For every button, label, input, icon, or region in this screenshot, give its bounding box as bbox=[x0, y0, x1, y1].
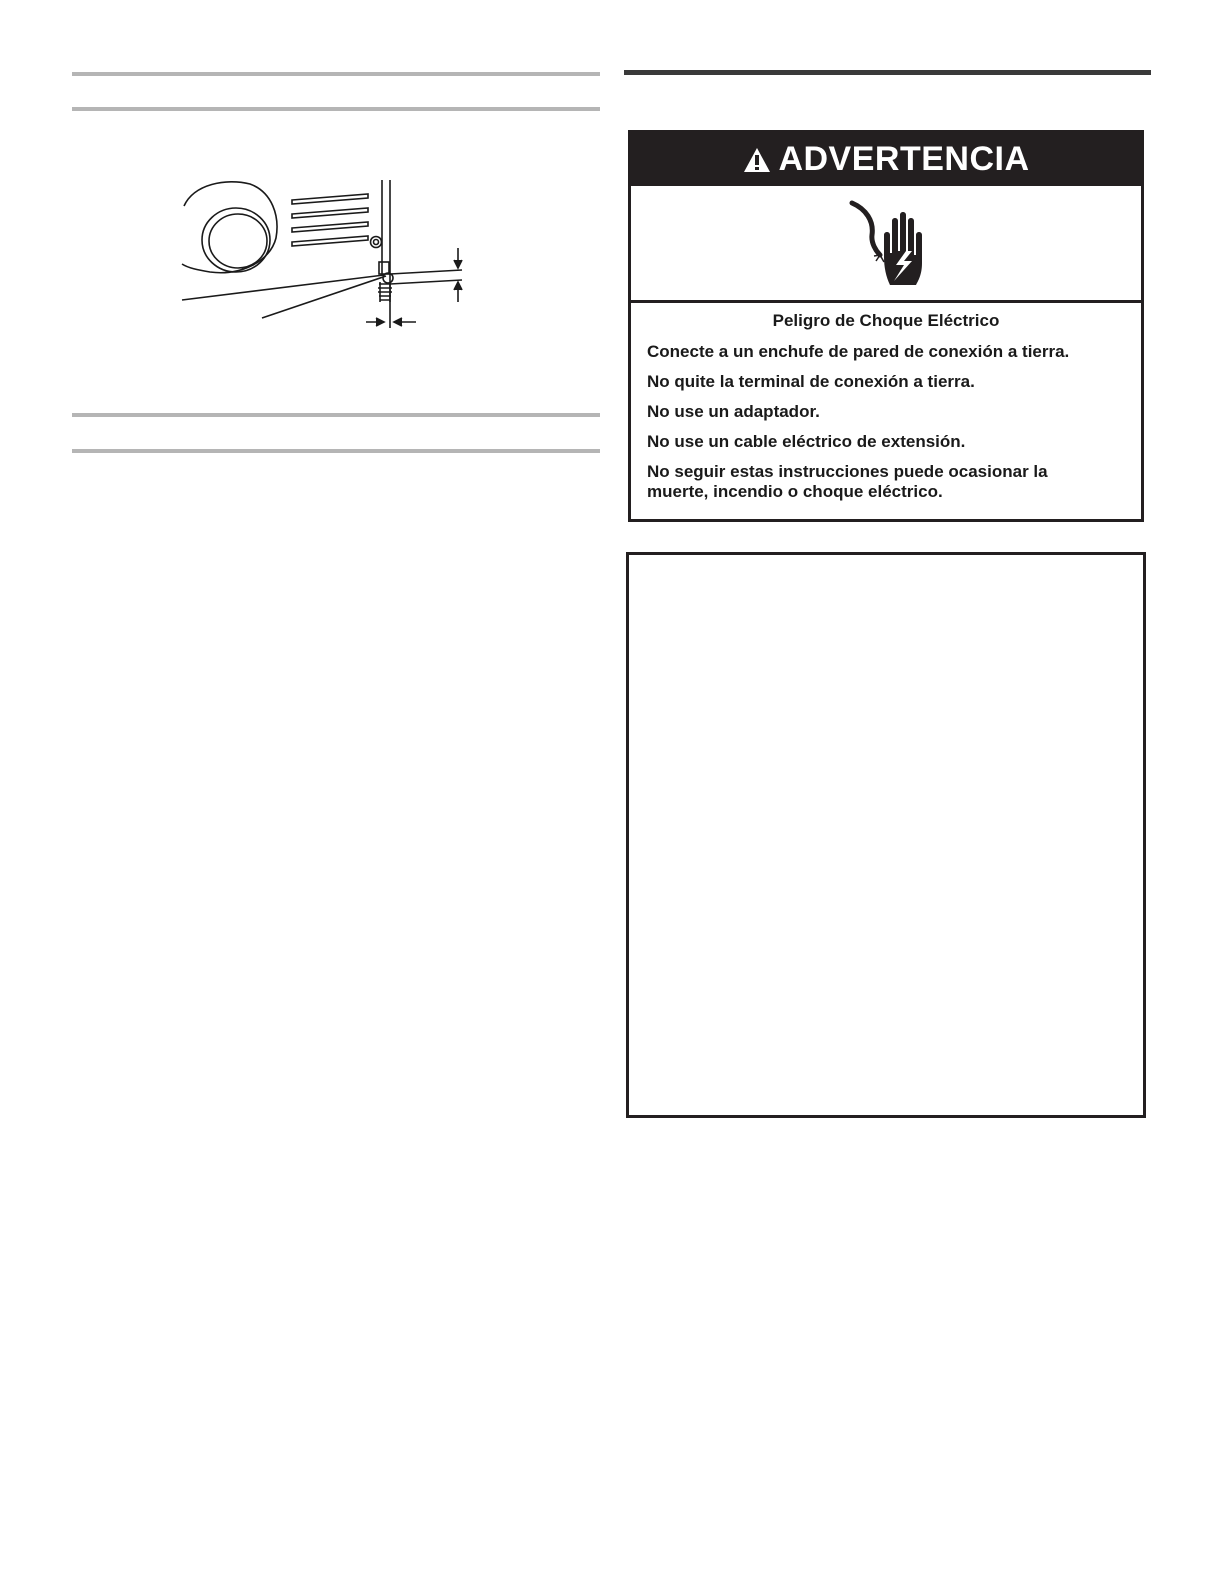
electrical-shock-hand-icon bbox=[846, 197, 926, 289]
warning-line-1: Conecte a un enchufe de pared de conexión a tierra. bbox=[647, 342, 1070, 361]
warning-line-3: No use un adaptador. bbox=[647, 402, 820, 421]
warning-header bbox=[631, 133, 1141, 186]
empty-content-box bbox=[626, 552, 1146, 1118]
section-rule-mid-2 bbox=[72, 449, 600, 453]
warning-line-2: No quite la terminal de conexión a tierra. bbox=[647, 372, 975, 391]
warning-title: ADVERTENCIA bbox=[778, 140, 1030, 178]
electrical-warning-box bbox=[628, 130, 1144, 522]
warning-line-4: No use un cable eléctrico de extensión. bbox=[647, 432, 966, 451]
section-rule-top-1 bbox=[72, 72, 600, 76]
warning-subtitle: Peligro de Choque Eléctrico bbox=[772, 311, 1000, 330]
section-rule-right-top bbox=[624, 70, 1151, 75]
warning-triangle-icon bbox=[742, 146, 772, 174]
section-rule-mid-1 bbox=[72, 413, 600, 417]
dryer-leveling-leg-diagram-icon bbox=[180, 176, 470, 332]
warning-icon-area bbox=[631, 186, 1141, 303]
warning-body bbox=[631, 303, 1141, 502]
section-rule-top-2 bbox=[72, 107, 600, 111]
leveling-leg-diagram bbox=[180, 176, 470, 332]
warning-line-5: No seguir estas instrucciones puede ocasionar la muerte, incendio o choque eléctrico. bbox=[647, 462, 1048, 501]
